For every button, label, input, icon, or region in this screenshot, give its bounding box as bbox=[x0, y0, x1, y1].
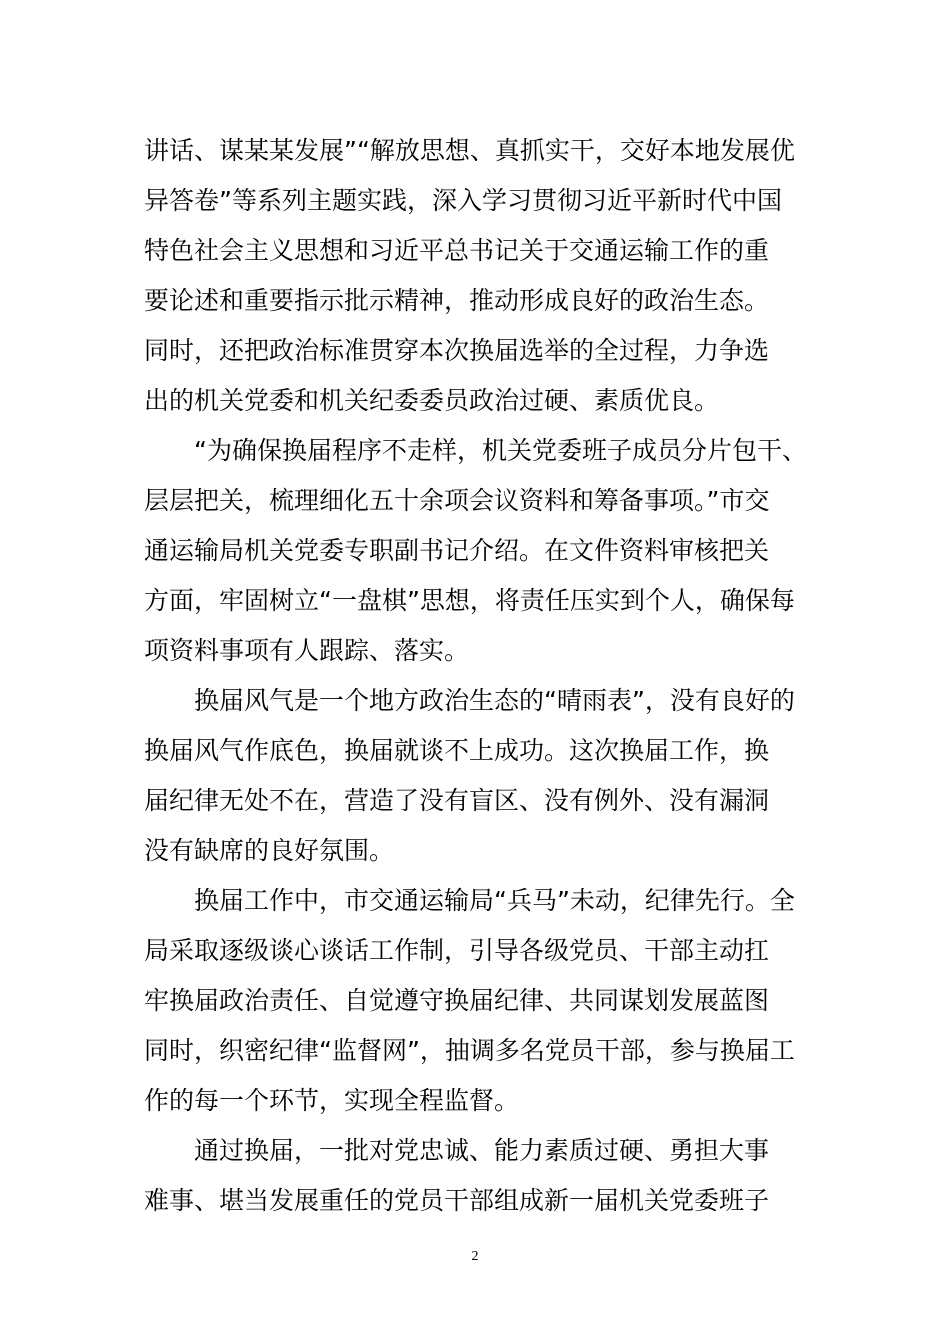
text-line: 讲话、谋某某发展”“解放思想、真抓实干，交好本地发展优 bbox=[144, 136, 795, 165]
text-line: 项资料事项有人跟踪、落实。 bbox=[144, 636, 470, 665]
text-line: 作的每一个环节，实现全程监督。 bbox=[144, 1086, 520, 1115]
page-number: 2 bbox=[471, 1249, 479, 1264]
text-line: 没有缺席的良好氛围。 bbox=[144, 836, 395, 865]
text-line: 同时，还把政治标准贯穿本次换届选举的全过程，力争选 bbox=[144, 336, 770, 365]
paragraph-first-line: 通过换届，一批对党忠诚、能力素质过硬、勇担大事 bbox=[194, 1136, 770, 1165]
text-line: 特色社会主义思想和习近平总书记关于交通运输工作的重 bbox=[144, 236, 770, 265]
text-line: 同时，织密纪律“监督网”，抽调多名党员干部，参与换届工 bbox=[144, 1036, 795, 1065]
text-line: 换届风气作底色，换届就谈不上成功。这次换届工作，换 bbox=[144, 736, 770, 765]
text-line: 通运输局机关党委专职副书记介绍。在文件资料审核把关 bbox=[144, 536, 770, 565]
text-line: 异答卷”等系列主题实践，深入学习贯彻习近平新时代中国 bbox=[144, 186, 782, 215]
text-line: 出的机关党委和机关纪委委员政治过硬、素质优良。 bbox=[144, 386, 720, 415]
text-line: 方面，牢固树立“一盘棋”思想，将责任压实到个人，确保每 bbox=[144, 586, 795, 615]
text-line: 届纪律无处不在，营造了没有盲区、没有例外、没有漏洞 bbox=[144, 786, 770, 815]
paragraph-first-line: “为确保换届程序不走样，机关党委班子成员分片包干、 bbox=[194, 436, 807, 465]
text-line: 牢换届政治责任、自觉遵守换届纪律、共同谋划发展蓝图 bbox=[144, 986, 770, 1015]
text-line: 难事、堪当发展重任的党员干部组成新一届机关党委班子 bbox=[144, 1186, 770, 1215]
text-line: 局采取逐级谈心谈话工作制，引导各级党员、干部主动扛 bbox=[144, 936, 770, 965]
text-line: 要论述和重要指示批示精神，推动形成良好的政治生态。 bbox=[144, 286, 770, 315]
paragraph-first-line: 换届工作中，市交通运输局“兵马”未动，纪律先行。全 bbox=[194, 886, 795, 915]
body-text bbox=[144, 126, 816, 1226]
text-line: 层层把关，梳理细化五十余项会议资料和筹备事项。”市交 bbox=[144, 486, 770, 515]
paragraph-first-line: 换届风气是一个地方政治生态的“晴雨表”，没有良好的 bbox=[194, 686, 795, 715]
